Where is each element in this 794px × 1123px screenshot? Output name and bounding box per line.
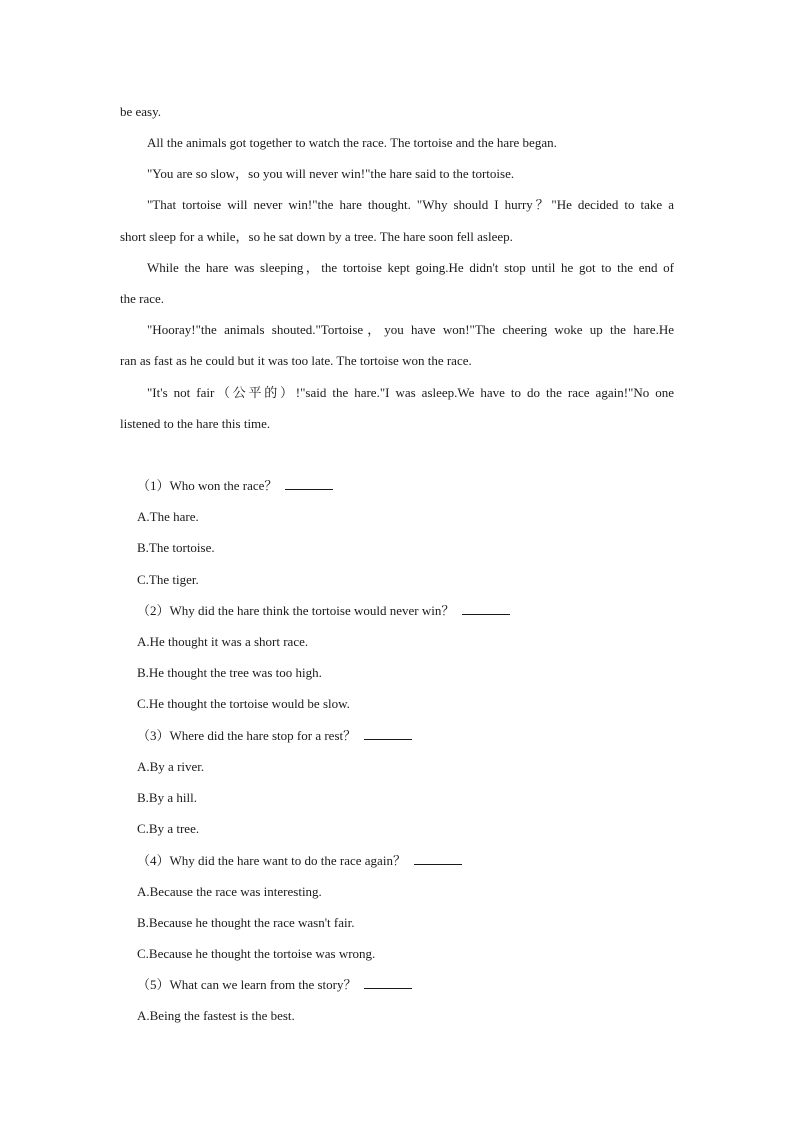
question-5-prompt [137,976,412,994]
option-3b: B.By a hill. [137,790,197,805]
question-3-prompt [137,727,412,745]
answer-blank[interactable] [462,602,510,615]
option-4b: B.Because he thought the race wasn't fair. [137,915,355,930]
answer-blank[interactable] [414,852,462,865]
option-2c: C.He thought the tortoise would be slow. [137,696,350,711]
question-text: （1）Who won the race？ [137,478,278,493]
story-line: "That tortoise will never win!"the hare thought. "Why should I hurry？"He decided to take a [147,197,674,212]
story-line: "Hooray!"the animals shouted."Tortoise，you have won!"The cheering woke up the hare.He [147,322,674,337]
option-2b: B.He thought the tree was too high. [137,665,322,680]
question-text: （5）What can we learn from the story？ [137,977,357,992]
question-2-prompt [137,602,510,620]
story-line: "You are so slow，so you will never win!"the hare said to the tortoise. [147,166,515,181]
option-4c: C.Because he thought the tortoise was wrong. [137,946,376,961]
story-line: ran as fast as he could but it was too late. The tortoise won the race. [120,353,472,368]
option-1b: B.The tortoise. [137,540,215,555]
question-4-prompt [137,852,462,870]
answer-blank[interactable] [364,727,412,740]
question-1-prompt [137,477,333,495]
question-text: （2）Why did the hare think the tortoise would never win？ [137,603,455,618]
story-line: "It's not fair（公平的）!"said the hare."I was asleep.We have to do the race again!"No one [147,385,674,400]
option-4a: A.Because the race was interesting. [137,884,322,899]
story-line: All the animals got together to watch the race. The tortoise and the hare began. [147,135,557,150]
question-text: （3）Where did the hare stop for a rest？ [137,728,357,743]
option-1a: A.The hare. [137,509,199,524]
story-line: listened to the hare this time. [120,416,271,431]
option-5a: A.Being the fastest is the best. [137,1008,295,1023]
option-3c: C.By a tree. [137,821,200,836]
story-line: short sleep for a while，so he sat down by a tree. The hare soon fell asleep. [120,229,513,244]
answer-blank[interactable] [285,477,333,490]
story-line: While the hare was sleeping，the tortoise kept going.He didn't stop until he got to the end of [147,260,674,275]
answer-blank[interactable] [364,976,412,989]
question-text: （4）Why did the hare want to do the race again？ [137,853,406,868]
option-2a: A.He thought it was a short race. [137,634,309,649]
option-3a: A.By a river. [137,759,205,774]
option-1c: C.The tiger. [137,572,199,587]
story-line: be easy. [120,104,162,119]
story-line: the race. [120,291,165,306]
